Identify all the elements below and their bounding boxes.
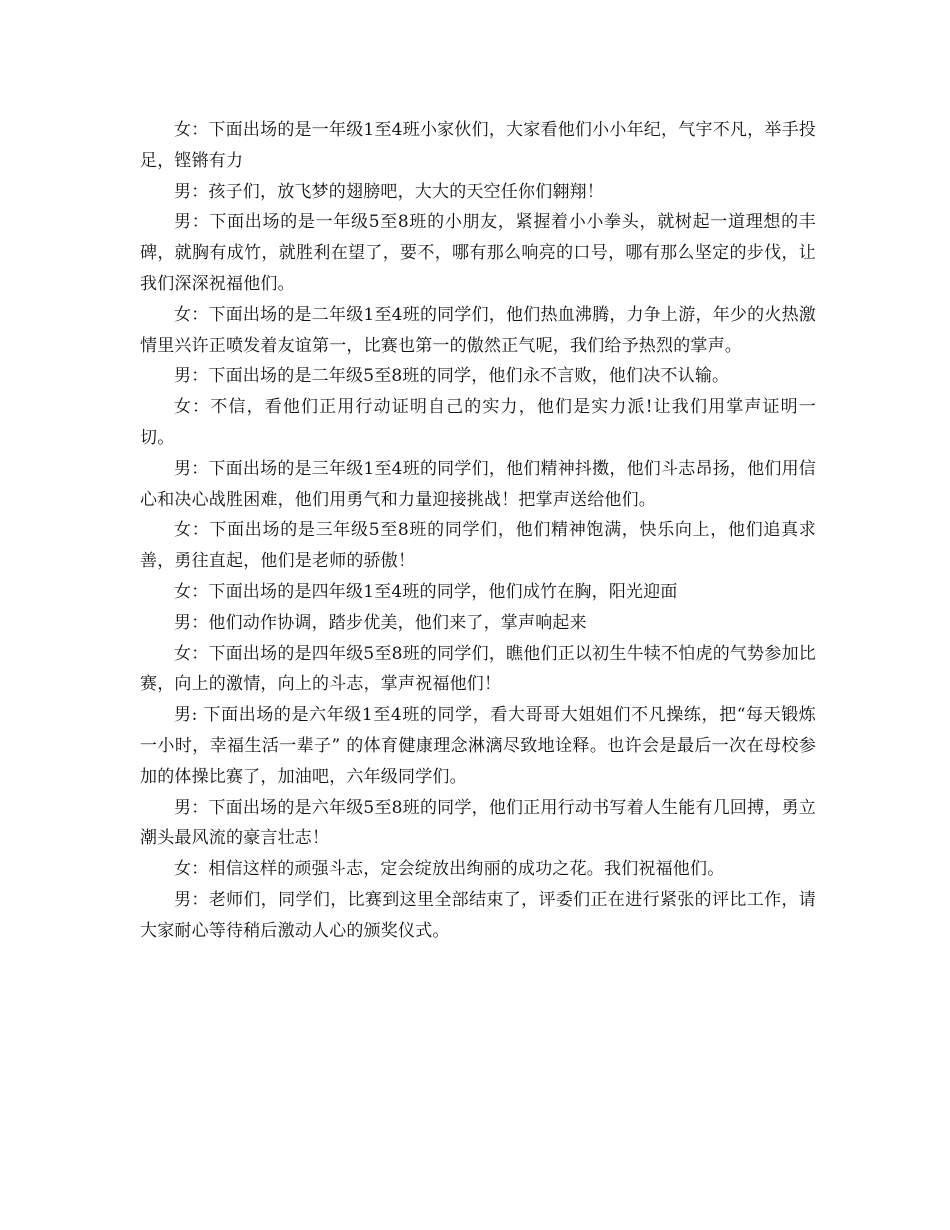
paragraph-7: 男：下面出场的是三年级1至4班的同学们，他们精神抖擞，他们斗志昂扬，他们用信心和决心战胜困难，他们用勇气和力量迎接挑战！把掌声送给他们。 [140, 458, 816, 510]
paragraph-9: 女：下面出场的是四年级1至4班的同学，他们成竹在胸，阳光迎面 [174, 581, 678, 602]
paragraph-1: 女：下面出场的是一年级1至4班小家伙们，大家看他们小小年纪，气宇不凡，举手投足，铿锵有力 [140, 120, 816, 171]
document-body [140, 115, 816, 947]
paragraph-15: 男：老师们，同学们，比赛到这里全部结束了，评委们正在进行紧张的评比工作，请大家耐心等待稍后激动人心的颁奖仪式。 [140, 889, 816, 941]
paragraph-4: 女：下面出场的是二年级1至4班的同学们，他们热血沸腾，力争上游，年少的火热激情里兴许正喷发着友谊第一，比赛也第一的傲然正气呢，我们给予热烈的掌声。 [140, 304, 816, 356]
paragraph-10: 男：他们动作协调，踏步优美，他们来了，掌声响起来 [174, 612, 587, 633]
paragraph-14: 女：相信这样的顽强斗志，定会绽放出绚丽的成功之花。我们祝福他们。 [174, 859, 725, 880]
paragraph-12: 男: 下面出场的是六年级1至4班的同学，看大哥哥大姐姐们不凡操练，把“每天锻炼一小时，幸福生活一辈子” 的体育健康理念淋漓尽致地诠释。也许会是最后一次在母校参加的体操比赛了，加油吧，六年级同学们。 [140, 705, 816, 787]
paragraph-8: 女：下面出场的是三年级5至8班的同学们，他们精神饱满，快乐向上，他们追真求善，勇往直起，他们是老师的骄傲！ [140, 520, 816, 572]
paragraph-5: 男：下面出场的是二年级5至8班的同学，他们永不言败，他们决不认输。 [174, 366, 730, 387]
paragraph-3: 男：下面出场的是一年级5至8班的小朋友，紧握着小小拳头，就树起一道理想的丰碑，就胸有成竹，就胜利在望了，要不，哪有那么响亮的口号，哪有那么坚定的步伐，让我们深深祝福他们。 [140, 212, 816, 294]
paragraph-11: 女：下面出场的是四年级5至8班的同学们，瞧他们正以初生牛犊不怕虎的气势参加比赛，向上的激情，向上的斗志，掌声祝福他们！ [140, 643, 816, 695]
paragraph-13: 男：下面出场的是六年级5至8班的同学，他们正用行动书写着人生能有几回搏，勇立潮头最风流的豪言壮志！ [140, 797, 816, 849]
paragraph-2: 男：孩子们，放飞梦的翅膀吧，大大的天空任你们翱翔！ [174, 181, 604, 202]
paragraph-6: 女：不信，看他们正用行动证明自己的实力，他们是实力派!让我们用掌声证明一切。 [140, 397, 816, 448]
